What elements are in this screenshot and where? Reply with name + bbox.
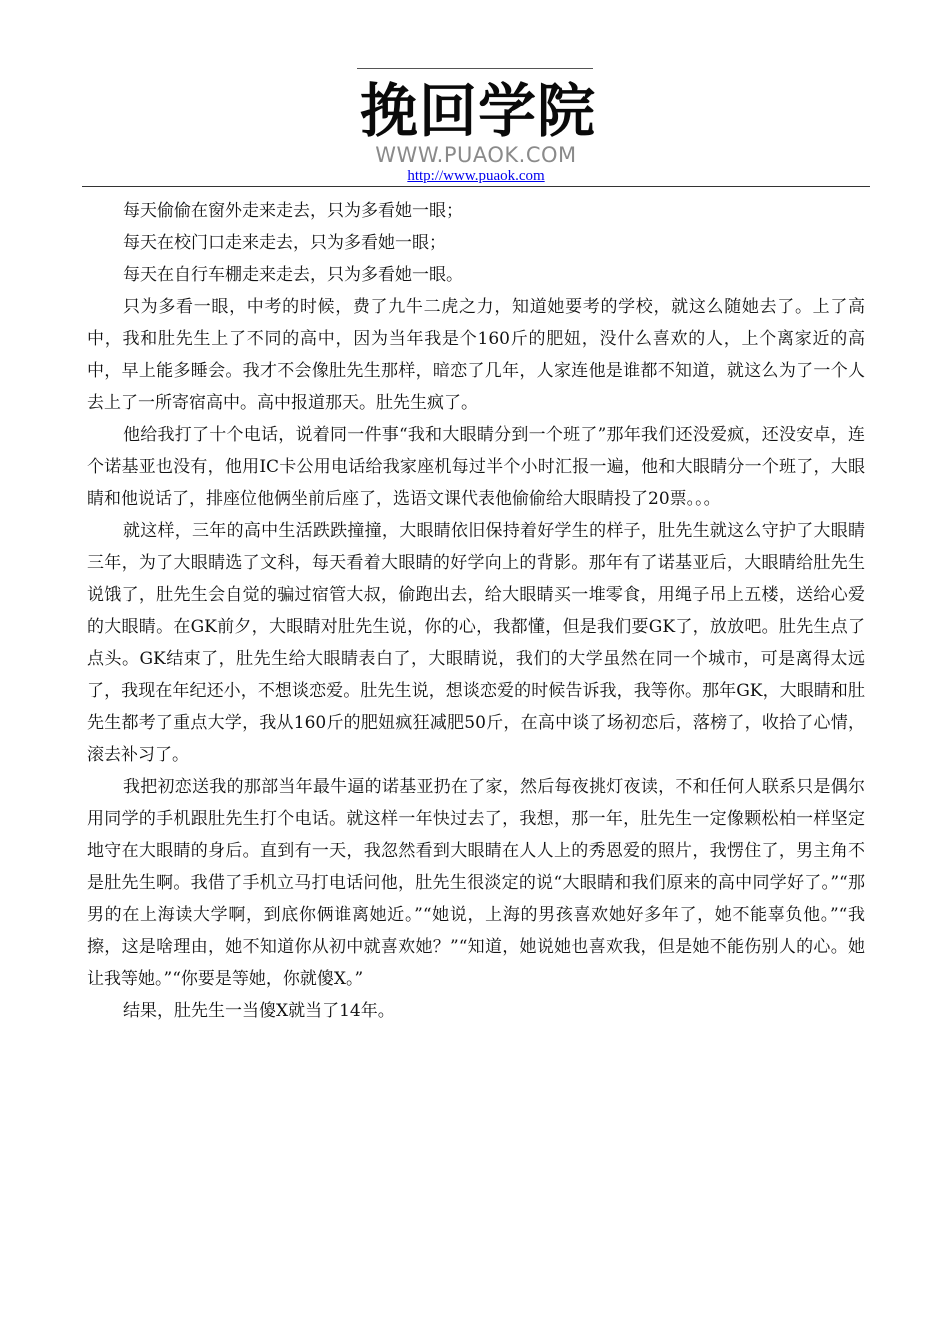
article-paragraph-6: 就这样，三年的高中生活跌跌撞撞，大眼睛依旧保持着好学生的样子，肚先生就这么守护了大眼睛三年，为了大眼睛选了文科，每天看着大眼睛的好学向上的背影。那年有了诺基亚后，大眼睛给肚先生说饿了，肚先生会自觉的骗过宿管大叔，偷跑出去，给大眼睛买一堆零食，用绳子吊上五楼，送给心爱的大眼睛。在GK前夕，大眼睛对肚先生说，你的心，我都懂，但是我们要GK了，放放吧。肚先生点了点头。GK结束了，肚先生给大眼睛表白了，大眼睛说，我们的大学虽然在同一个城市，可是离得太远了，我现在年纪还小，不想谈恋爱。肚先生说，想谈恋爱的时候告诉我，我等你。那年GK，大眼睛和肚先生都考了重点大学，我从160斤的肥妞疯狂减肥50斤，在高中谈了场初恋后，落榜了，收拾了心情，滚去补习了。 xyxy=(87,521,865,765)
site-url-link[interactable]: http://www.puaok.com xyxy=(407,168,545,184)
header-divider xyxy=(82,186,870,187)
article-paragraph-3: 每天在自行车棚走来走去，只为多看她一眼。 xyxy=(123,265,463,285)
header-top-rule xyxy=(357,68,593,69)
site-logo-subtitle: WWW.PUAOK.COM xyxy=(375,143,577,167)
article-paragraph-8: 结果，肚先生一当傻X就当了14年。 xyxy=(123,1001,395,1021)
site-logo-title: 挽回学院 xyxy=(360,77,597,145)
article-body xyxy=(87,195,865,1027)
article-paragraph-1: 每天偷偷在窗外走来走去，只为多看她一眼； xyxy=(123,201,463,221)
article-paragraph-5: 他给我打了十个电话，说着同一件事“我和大眼睛分到一个班了”那年我们还没爱疯，还没安卓，连个诺基亚也没有，他用IC卡公用电话给我家座机每过半个小时汇报一遍，他和大眼睛分一个班了，大眼睛和他说话了，排座位他俩坐前后座了，选语文课代表他偷偷给大眼睛投了20票。。。 xyxy=(87,425,865,509)
article-paragraph-2: 每天在校门口走来走去，只为多看她一眼； xyxy=(123,233,446,253)
article-paragraph-7: 我把初恋送我的那部当年最牛逼的诺基亚扔在了家，然后每夜挑灯夜读，不和任何人联系只是偶尔用同学的手机跟肚先生打个电话。就这样一年快过去了，我想，那一年，肚先生一定像颗松柏一样坚定地守在大眼睛的身后。直到有一天，我忽然看到大眼睛在人人上的秀恩爱的照片，我愣住了，男主角不是肚先生啊。我借了手机立马打电话问他，肚先生很淡定的说“大眼睛和我们原来的高中同学好了。”“那男的在上海读大学啊，到底你俩谁离她近。”“她说，上海的男孩喜欢她好多年了，她不能辜负他。”“我擦，这是啥理由，她不知道你从初中就喜欢她？”“知道，她说她也喜欢我，但是她不能伤别人的心。她让我等她。”“你要是等她，你就傻X。” xyxy=(87,777,865,989)
article-paragraph-4: 只为多看一眼，中考的时候，费了九牛二虎之力，知道她要考的学校，就这么随她去了。上了高中，我和肚先生上了不同的高中，因为当年我是个160斤的肥妞，没什么喜欢的人，上个离家近的高中，早上能多睡会。我才不会像肚先生那样，暗恋了几年，人家连他是谁都不知道，就这么为了一个人去上了一所寄宿高中。高中报道那天。肚先生疯了。 xyxy=(87,297,865,413)
